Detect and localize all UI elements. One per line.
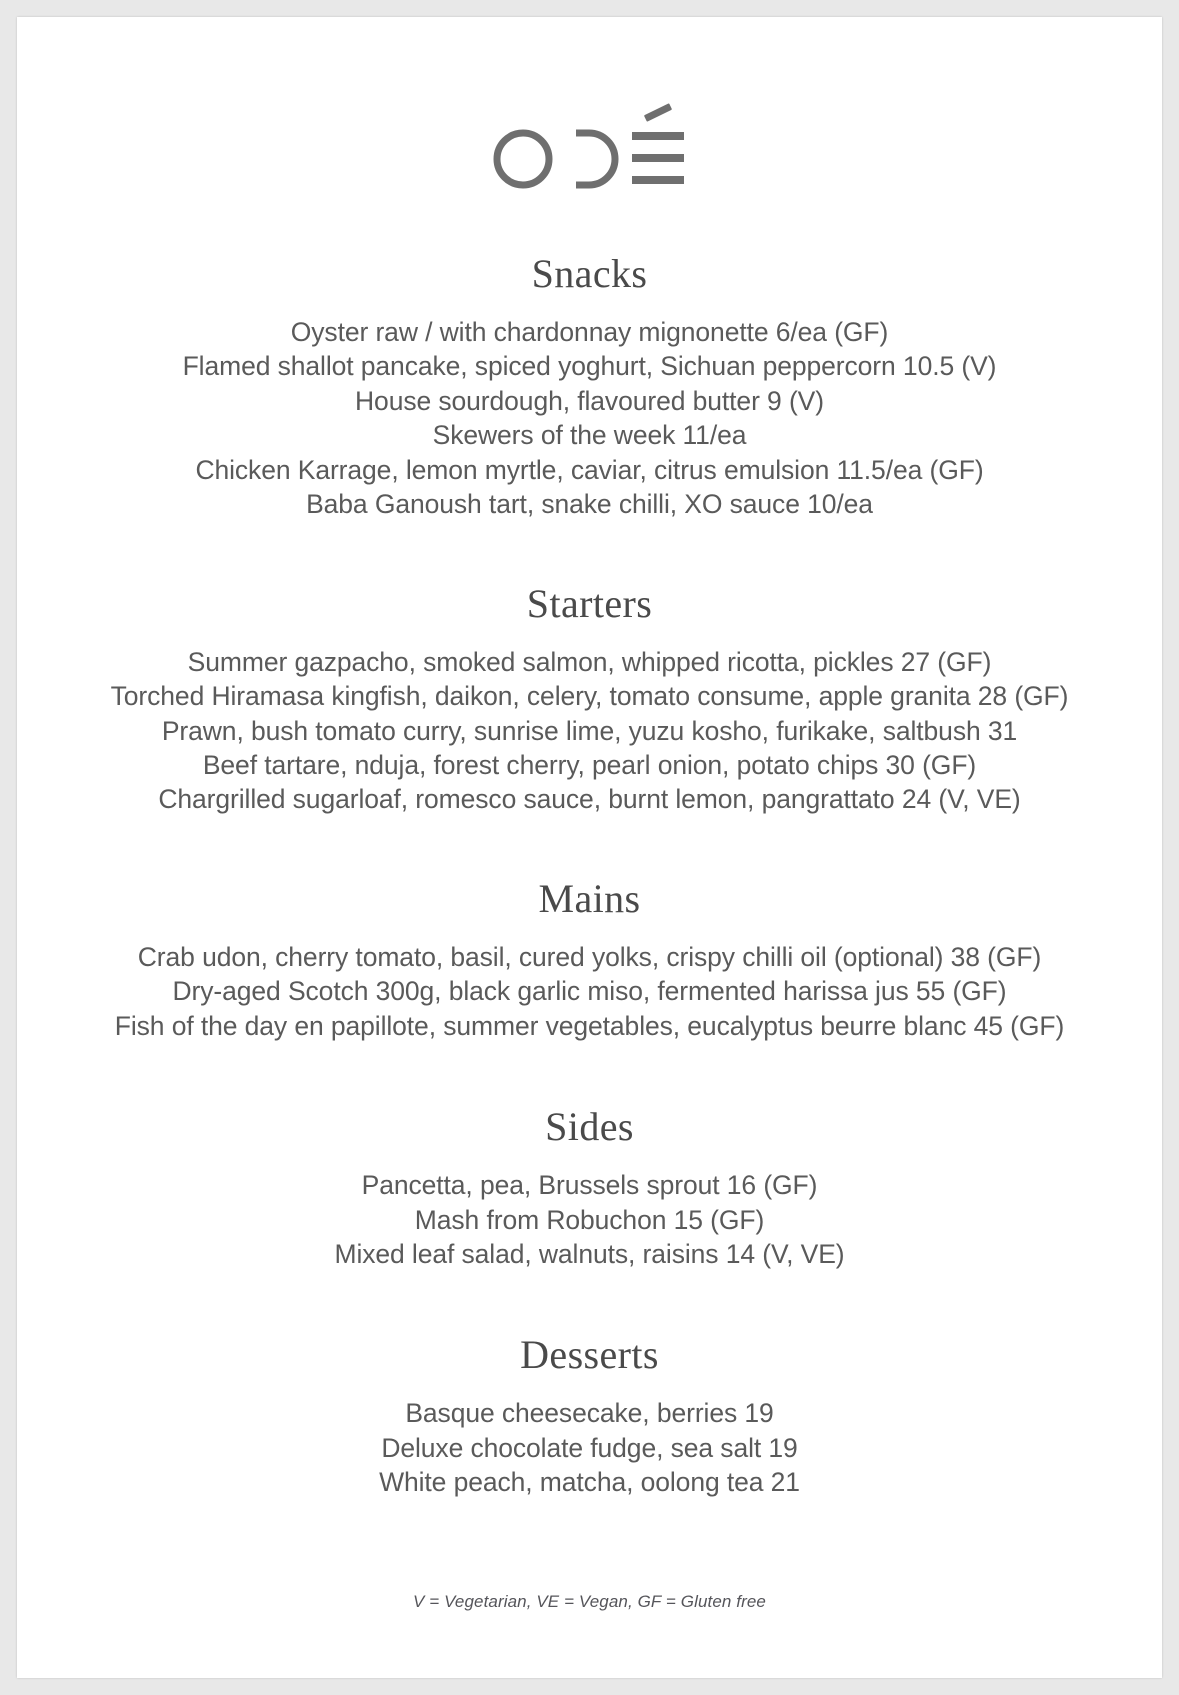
menu-item: Pancetta, pea, Brussels sprout 16 (GF)	[361, 1170, 818, 1201]
menu-item: Beef tartare, nduja, forest cherry, pearl onion, potato chips 30 (GF)	[202, 749, 977, 780]
menu-item: White peach, matcha, oolong tea 21	[379, 1467, 800, 1498]
menu-item: Skewers of the week 11/ea	[432, 420, 747, 451]
menu-item: Oyster raw / with chardonnay mignonette 6/ea (GF)	[290, 317, 889, 347]
logo-letter-o	[497, 133, 549, 185]
section-title-snacks: Snacks	[531, 251, 648, 296]
section-title-sides: Sides	[545, 1104, 634, 1150]
menu-item: Mixed leaf salad, walnuts, raisins 14 (V, VE)	[334, 1239, 845, 1269]
menu-section-desserts	[77, 1333, 1102, 1499]
section-title-mains: Mains	[538, 875, 641, 921]
menu-items-sides	[77, 1168, 1102, 1271]
logo-letter-e-bar-bottom	[632, 176, 684, 184]
menu-page	[17, 17, 1162, 1678]
dietary-legend: V = Vegetarian, VE = Vegan, GF = Gluten free	[413, 1591, 766, 1611]
menu-item: Deluxe chocolate fudge, sea salt 19	[381, 1432, 798, 1463]
logo-acute-accent	[644, 103, 672, 122]
menu-section-starters	[77, 582, 1102, 817]
menu-item: Summer gazpacho, smoked salmon, whipped ricotta, pickles 27 (GF)	[187, 646, 992, 677]
menu-items-mains	[77, 940, 1102, 1043]
logo-letter-e-bar-middle	[632, 154, 684, 162]
logo-letter-e-bar-top	[632, 132, 684, 140]
ode-logo-svg	[492, 99, 687, 194]
menu-item: Chicken Karrage, lemon myrtle, caviar, citrus emulsion 11.5/ea (GF)	[195, 454, 984, 485]
section-title-starters: Starters	[526, 580, 653, 626]
menu-item: Flamed shallot pancake, spiced yoghurt, Sichuan peppercorn 10.5 (V)	[182, 351, 997, 382]
menu-item: Mash from Robuchon 15 (GF)	[414, 1204, 765, 1235]
menu-item: Chargrilled sugarloaf, romesco sauce, burnt lemon, pangrattato 24 (V, VE)	[158, 784, 1021, 815]
menu-items-snacks	[77, 315, 1102, 522]
menu-item: Basque cheesecake, berries 19	[405, 1398, 774, 1429]
menu-items-desserts	[77, 1396, 1102, 1499]
menu-item: House sourdough, flavoured butter 9 (V)	[355, 385, 824, 416]
menu-item: Crab udon, cherry tomato, basil, cured yolks, crispy chilli oil (optional) 38 (GF)	[137, 941, 1042, 972]
menu-item: Fish of the day en papillote, summer vegetables, eucalyptus beurre blanc 45 (GF)	[114, 1010, 1065, 1041]
ode-logo	[492, 99, 687, 194]
menu-items-starters	[77, 645, 1102, 817]
section-title-desserts: Desserts	[520, 1332, 659, 1378]
menu-item: Baba Ganoush tart, snake chilli, XO sauce 10/ea	[306, 489, 873, 520]
menu-section-mains	[77, 877, 1102, 1043]
logo-letter-d	[576, 133, 615, 185]
menu-content	[17, 17, 1162, 1678]
menu-item: Torched Hiramasa kingfish, daikon, celery, tomato consume, apple granita 28 (GF)	[110, 681, 1069, 712]
menu-section-sides	[77, 1105, 1102, 1271]
menu-item: Prawn, bush tomato curry, sunrise lime, yuzu kosho, furikake, saltbush 31	[161, 715, 1018, 746]
menu-item: Dry-aged Scotch 300g, black garlic miso, fermented harissa jus 55 (GF)	[172, 976, 1007, 1007]
menu-section-snacks	[77, 252, 1102, 522]
